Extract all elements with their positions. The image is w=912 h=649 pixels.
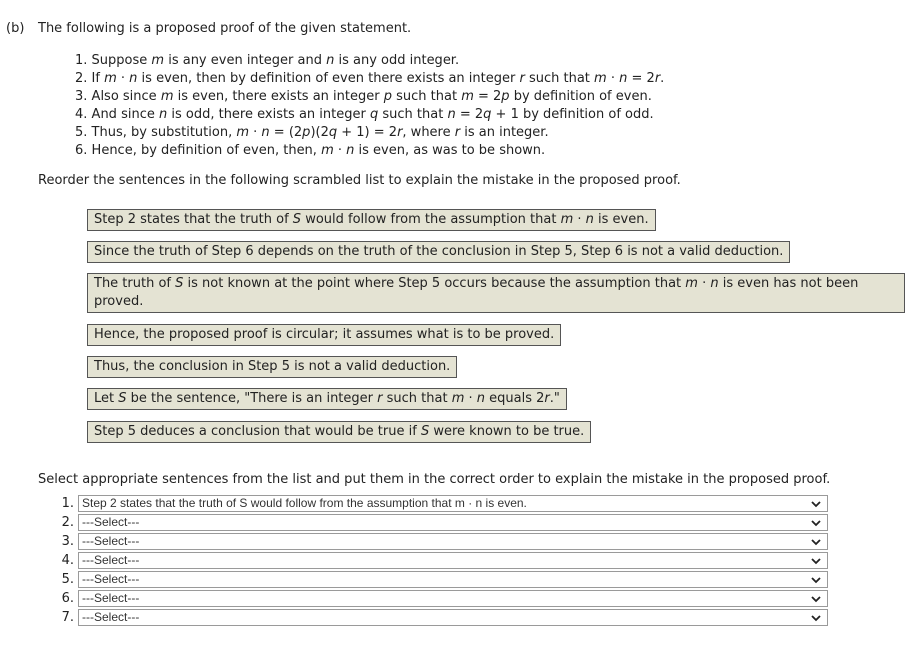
sentence-tile[interactable]: Hence, the proposed proof is circular; it assumes what is to be proved. bbox=[87, 324, 561, 346]
proof-step-text: Suppose m is any even integer and n is any odd integer. bbox=[91, 53, 460, 68]
answer-select-value: ---Select--- bbox=[82, 534, 140, 548]
answer-select[interactable] bbox=[78, 590, 828, 607]
answer-select[interactable] bbox=[78, 609, 828, 626]
part-label: (b) bbox=[6, 21, 25, 36]
proof-step bbox=[75, 70, 664, 88]
proof-step bbox=[75, 106, 664, 124]
proof-step bbox=[75, 124, 664, 142]
proof-step bbox=[75, 88, 664, 106]
proof-step-text: Thus, by substitution, m · n = (2p)(2q + 1) = 2r, where r is an integer. bbox=[91, 125, 549, 140]
proof-step bbox=[75, 52, 664, 70]
sentence-tile[interactable]: Step 5 deduces a conclusion that would be true if S were known to be true. bbox=[87, 421, 591, 443]
sentence-tile[interactable]: Thus, the conclusion in Step 5 is not a valid deduction. bbox=[87, 356, 457, 378]
sentence-tile[interactable]: Let S be the sentence, "There is an integer r such that m · n equals 2r." bbox=[87, 388, 567, 410]
intro-text: The following is a proposed proof of the given statement. bbox=[38, 21, 412, 36]
answer-number: 2. bbox=[61, 515, 74, 530]
proof-step-text: Also since m is even, there exists an integer p such that m = 2p by definition of even. bbox=[91, 89, 652, 104]
answer-select[interactable] bbox=[78, 495, 828, 512]
answer-select[interactable] bbox=[78, 552, 828, 569]
answer-select[interactable] bbox=[78, 533, 828, 550]
proof-step-number: 3. bbox=[75, 89, 88, 104]
sentence-tile[interactable]: Since the truth of Step 6 depends on the truth of the conclusion in Step 5, Step 6 is not a valid deduction. bbox=[87, 241, 790, 263]
chevron-down-icon bbox=[811, 575, 821, 585]
reorder-instruction: Reorder the sentences in the following scrambled list to explain the mistake in the proposed proof. bbox=[38, 173, 681, 188]
answer-number: 7. bbox=[61, 610, 74, 625]
proof-step-number: 5. bbox=[75, 125, 88, 140]
proof-step-number: 2. bbox=[75, 71, 88, 86]
proof-step-text: If m · n is even, then by definition of even there exists an integer r such that m · n = 2r. bbox=[91, 71, 665, 86]
chevron-down-icon bbox=[811, 556, 821, 566]
answer-select-value: Step 2 states that the truth of S would follow from the assumption that m · n is even. bbox=[82, 496, 527, 510]
answer-select-value: ---Select--- bbox=[82, 553, 140, 567]
chevron-down-icon bbox=[811, 537, 821, 547]
proof-step-number: 6. bbox=[75, 143, 88, 158]
chevron-down-icon bbox=[811, 613, 821, 623]
chevron-down-icon bbox=[811, 594, 821, 604]
answer-select-value: ---Select--- bbox=[82, 591, 140, 605]
proof-steps bbox=[75, 52, 664, 160]
answer-select-value: ---Select--- bbox=[82, 572, 140, 586]
sentence-tile[interactable]: Step 2 states that the truth of S would follow from the assumption that m · n is even. bbox=[87, 209, 656, 231]
answer-number: 4. bbox=[61, 553, 74, 568]
select-instruction: Select appropriate sentences from the list and put them in the correct order to explain the mistake in the proposed proof. bbox=[38, 472, 831, 487]
proof-step bbox=[75, 142, 664, 160]
answer-number: 1. bbox=[61, 496, 74, 511]
answer-number: 3. bbox=[61, 534, 74, 549]
answer-number: 5. bbox=[61, 572, 74, 587]
answer-number: 6. bbox=[61, 591, 74, 606]
answer-select[interactable] bbox=[78, 514, 828, 531]
answer-select-value: ---Select--- bbox=[82, 515, 140, 529]
proof-step-number: 4. bbox=[75, 107, 88, 122]
chevron-down-icon bbox=[811, 518, 821, 528]
chevron-down-icon bbox=[811, 499, 821, 509]
sentence-tile[interactable]: The truth of S is not known at the point where Step 5 occurs because the assumption that m · n is even has not been proved. bbox=[87, 273, 905, 313]
answer-select[interactable] bbox=[78, 571, 828, 588]
answer-select-value: ---Select--- bbox=[82, 610, 140, 624]
proof-step-text: And since n is odd, there exists an integer q such that n = 2q + 1 by definition of odd. bbox=[91, 107, 654, 122]
proof-step-text: Hence, by definition of even, then, m · n is even, as was to be shown. bbox=[91, 143, 546, 158]
proof-step-number: 1. bbox=[75, 53, 88, 68]
